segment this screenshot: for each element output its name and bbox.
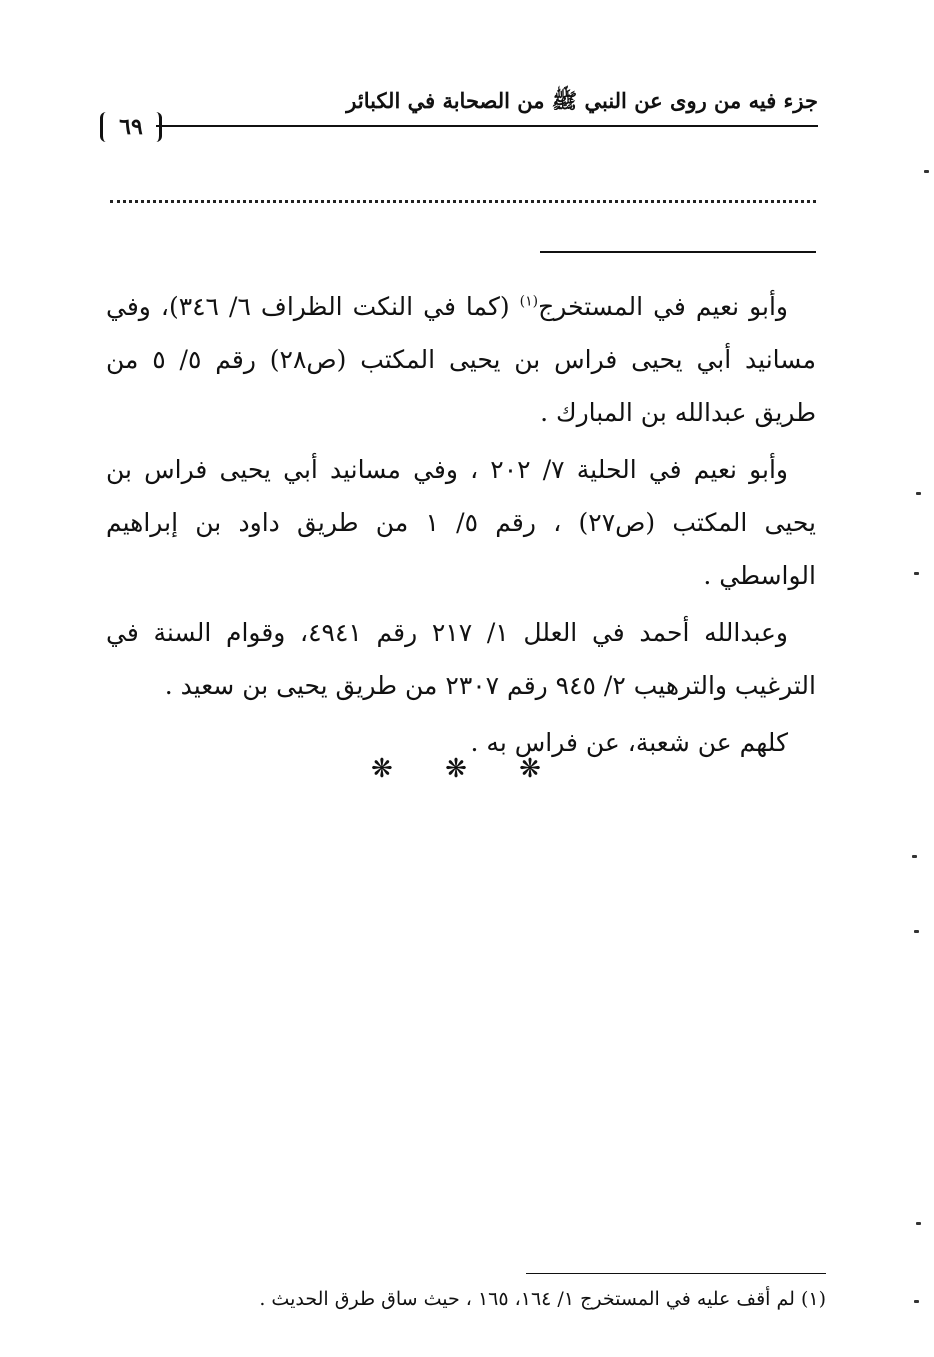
margin-scan-mark: [916, 1222, 921, 1225]
margin-scan-mark: [914, 1300, 919, 1303]
margin-scan-mark: [912, 855, 917, 858]
paragraph-4: كلهم عن شعبة، عن فراس به .: [470, 728, 788, 757]
margin-scan-mark: [916, 492, 921, 495]
paragraph-1-lead: وأبو نعيم في المستخرج: [538, 292, 788, 321]
paragraph-1-rest: (كما في النكت الظراف ٦/ ٣٤٦)، وفي مسانيد أبي يحيى فراس بن يحيى المكتب (ص٢٨) رقم ٥/ ٥ من طريق عبدالله بن المبارك .: [106, 292, 816, 427]
footnote-reference[interactable]: (١): [519, 293, 539, 310]
footnote-rule: [526, 1273, 826, 1274]
section-rule: [540, 251, 816, 253]
running-header: جزء فيه من روى عن النبي ﷺ من الصحابة في الكبائر: [346, 88, 818, 113]
paragraph-2: وأبو نعيم في الحلية ٧/ ٢٠٢ ، وفي مسانيد أبي يحيى فراس بن يحيى المكتب (ص٢٧) ، رقم ٥/ ١ من طريق داود بن إبراهيم الواسطي .: [106, 455, 817, 590]
footnote: (١) لم أقف عليه في المستخرج ١/ ١٦٤، ١٦٥ ، حيث ساق طرق الحديث .: [259, 1288, 826, 1310]
margin-scan-mark: [914, 572, 919, 575]
margin-scan-mark: [914, 930, 919, 933]
paragraph-3: وعبدالله أحمد في العلل ١/ ٢١٧ رقم ٤٩٤١، وقوام السنة في الترغيب والترهيب ٢/ ٩٤٥ رقم ٢٣٠٧ من طريق يحيى بن سعيد .: [106, 618, 816, 700]
body-text: [106, 280, 816, 773]
ellipsis-dotted-line: [110, 200, 816, 203]
section-separator-stars: ❋ ❋ ❋: [371, 754, 563, 784]
margin-scan-mark: [924, 170, 929, 173]
paragraph-1: [106, 280, 816, 439]
page-number: ٦٩: [100, 112, 162, 142]
header-rule: [156, 125, 818, 127]
